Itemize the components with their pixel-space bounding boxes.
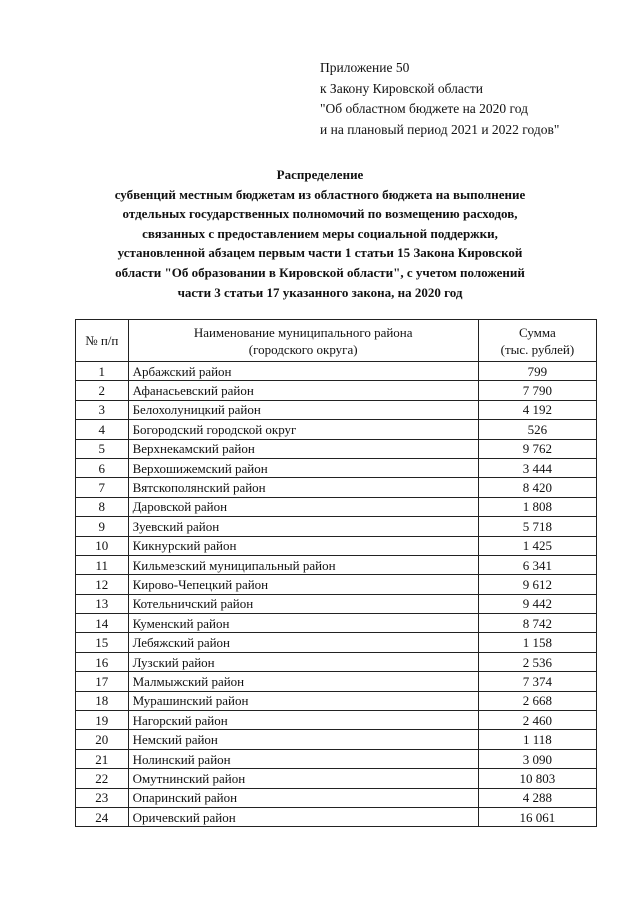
district-name: Куменский район xyxy=(128,614,478,633)
subsidy-amount: 5 718 xyxy=(478,517,596,536)
row-number: 4 xyxy=(76,420,129,439)
subsidy-amount: 3 444 xyxy=(478,458,596,477)
district-name: Зуевский район xyxy=(128,517,478,536)
row-number: 12 xyxy=(76,575,129,594)
header-name xyxy=(128,320,478,362)
table-row xyxy=(76,594,597,613)
table-row xyxy=(76,691,597,710)
subsidy-amount: 7 790 xyxy=(478,381,596,400)
title-line: Распределение xyxy=(276,167,364,182)
subsidy-amount: 8 742 xyxy=(478,614,596,633)
header-sum-line: (тыс. рублей) xyxy=(500,341,575,357)
subsidy-amount: 9 762 xyxy=(478,439,596,458)
district-name: Лебяжский район xyxy=(128,633,478,652)
appendix-line: к Закону Кировской области xyxy=(320,80,484,96)
row-number: 2 xyxy=(76,381,129,400)
subsidy-amount: 4 288 xyxy=(478,788,596,807)
table-row xyxy=(76,536,597,555)
table-row xyxy=(76,400,597,419)
row-number: 20 xyxy=(76,730,129,749)
header-name-line: (городского округа) xyxy=(248,341,358,357)
district-name: Вятскополянский район xyxy=(128,478,478,497)
row-number: 16 xyxy=(76,652,129,671)
table-row xyxy=(76,672,597,691)
table-row xyxy=(76,749,597,768)
district-name: Нолинский район xyxy=(128,749,478,768)
subsidy-amount: 1 425 xyxy=(478,536,596,555)
table-row xyxy=(76,478,597,497)
row-number: 13 xyxy=(76,594,129,613)
table-row xyxy=(76,614,597,633)
district-name: Нагорский район xyxy=(128,711,478,730)
subsidy-amount: 526 xyxy=(478,420,596,439)
table-body xyxy=(76,362,597,827)
header-name-line: Наименование муниципального района xyxy=(193,324,413,340)
subsidy-amount: 1 808 xyxy=(478,497,596,516)
district-name: Верхошижемский район xyxy=(128,458,478,477)
title-line: установленной абзацем первым части 1 статьи 15 Закона Кировской xyxy=(117,245,523,261)
subsidy-amount: 2 460 xyxy=(478,711,596,730)
title-line: области "Об образовании в Кировской области", с учетом положений xyxy=(115,264,525,280)
table-row xyxy=(76,381,597,400)
appendix-line: и на плановый период 2021 и 2022 годов" xyxy=(320,121,560,137)
row-number: 11 xyxy=(76,555,129,574)
subsidy-amount: 7 374 xyxy=(478,672,596,691)
row-number: 21 xyxy=(76,749,129,768)
subsidy-amount: 8 420 xyxy=(478,478,596,497)
row-number: 7 xyxy=(76,478,129,497)
district-name: Белохолуницкий район xyxy=(128,400,478,419)
appendix-line: Приложение 50 xyxy=(320,60,410,75)
appendix-reference xyxy=(320,58,559,140)
district-name: Даровской район xyxy=(128,497,478,516)
table-row xyxy=(76,439,597,458)
table-row xyxy=(76,633,597,652)
district-name: Котельничский район xyxy=(128,594,478,613)
subsidy-amount: 799 xyxy=(478,362,596,381)
district-name: Богородский городской округ xyxy=(128,420,478,439)
header-number: № п/п xyxy=(76,320,129,362)
row-number: 18 xyxy=(76,691,129,710)
subsidy-amount: 3 090 xyxy=(478,749,596,768)
row-number: 10 xyxy=(76,536,129,555)
subsidy-amount: 10 803 xyxy=(478,769,596,788)
row-number: 23 xyxy=(76,788,129,807)
subsidy-amount: 4 192 xyxy=(478,400,596,419)
title-line: субвенций местным бюджетам из областного бюджета на выполнение xyxy=(114,186,526,202)
row-number: 3 xyxy=(76,400,129,419)
title-line: связанных с предоставлением меры социальной поддержки, xyxy=(142,225,498,241)
district-name: Верхнекамский район xyxy=(128,439,478,458)
table-row xyxy=(76,497,597,516)
table-row xyxy=(76,711,597,730)
table-row xyxy=(76,517,597,536)
table-row xyxy=(76,458,597,477)
table-row xyxy=(76,807,597,826)
district-name: Опаринский район xyxy=(128,788,478,807)
district-name: Малмыжский район xyxy=(128,672,478,691)
row-number: 6 xyxy=(76,458,129,477)
district-name: Кирово-Чепецкий район xyxy=(128,575,478,594)
table-header-row xyxy=(76,320,597,362)
row-number: 1 xyxy=(76,362,129,381)
row-number: 22 xyxy=(76,769,129,788)
subsidy-amount: 1 118 xyxy=(478,730,596,749)
subsidy-amount: 6 341 xyxy=(478,555,596,574)
table-row xyxy=(76,769,597,788)
district-name: Кильмезский муниципальный район xyxy=(128,555,478,574)
district-name: Мурашинский район xyxy=(128,691,478,710)
table-row xyxy=(76,420,597,439)
row-number: 14 xyxy=(76,614,129,633)
row-number: 9 xyxy=(76,517,129,536)
district-name: Немский район xyxy=(128,730,478,749)
district-name: Кикнурский район xyxy=(128,536,478,555)
district-name: Оричевский район xyxy=(128,807,478,826)
subsidy-amount: 16 061 xyxy=(478,807,596,826)
district-name: Омутнинский район xyxy=(128,769,478,788)
row-number: 15 xyxy=(76,633,129,652)
table-row xyxy=(76,575,597,594)
subsidy-amount: 9 612 xyxy=(478,575,596,594)
title-line: отдельных государственных полномочий по возмещению расходов, xyxy=(122,206,518,222)
district-name: Афанасьевский район xyxy=(128,381,478,400)
header-sum xyxy=(478,320,596,362)
subsidy-amount: 2 668 xyxy=(478,691,596,710)
subsidy-amount: 9 442 xyxy=(478,594,596,613)
subsidy-amount: 2 536 xyxy=(478,652,596,671)
table-row xyxy=(76,555,597,574)
appendix-line: "Об областном бюджете на 2020 год xyxy=(320,101,528,116)
table-row xyxy=(76,788,597,807)
district-name: Арбажский район xyxy=(128,362,478,381)
distribution-table xyxy=(75,319,597,827)
header-sum-line: Сумма xyxy=(519,324,556,340)
table-row xyxy=(76,730,597,749)
row-number: 24 xyxy=(76,807,129,826)
row-number: 8 xyxy=(76,497,129,516)
title-line: части 3 статьи 17 указанного закона, на 2020 год xyxy=(177,284,463,300)
document-title xyxy=(60,165,580,302)
row-number: 19 xyxy=(76,711,129,730)
row-number: 17 xyxy=(76,672,129,691)
table-row xyxy=(76,362,597,381)
table-row xyxy=(76,652,597,671)
district-name: Лузский район xyxy=(128,652,478,671)
subsidy-amount: 1 158 xyxy=(478,633,596,652)
row-number: 5 xyxy=(76,439,129,458)
